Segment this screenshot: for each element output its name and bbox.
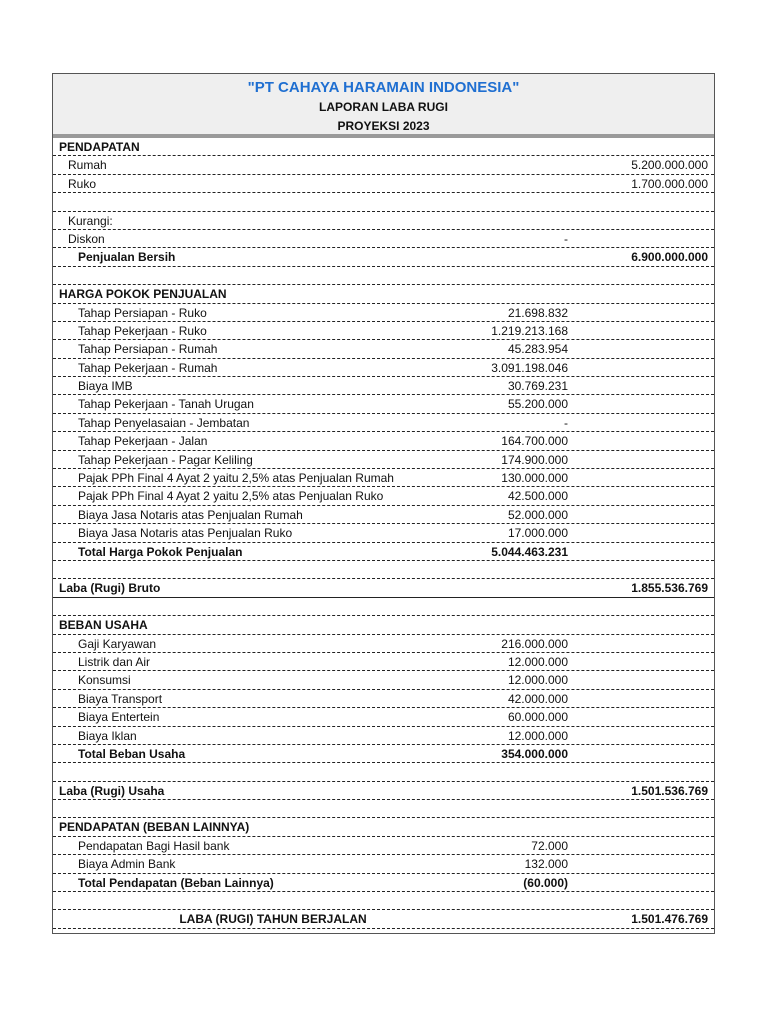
row-label: Pendapatan Bagi Hasil bank [78,838,230,853]
row-label: LABA (RUGI) TAHUN BERJALAN [179,912,367,927]
row-subtotal-value: 174.900.000 [501,452,568,467]
row-label: Listrik dan Air [78,654,151,669]
income-statement-sheet [52,73,715,934]
company-name: "PT CAHAYA HARAMAIN INDONESIA" [247,79,520,96]
row-label: Tahap Persiapan - Ruko [78,305,207,320]
row-label: HARGA POKOK PENJUALAN [59,287,227,302]
row-label: Tahap Pekerjaan - Ruko [78,323,207,338]
row-label: Kurangi: [68,213,113,228]
row-label: Biaya Entertein [78,710,160,725]
row-subtotal-value: (60.000) [523,875,568,890]
statement-row [53,340,714,358]
row-subtotal-value: 1.219.213.168 [491,323,568,338]
statement-row [53,782,714,800]
row-subtotal-value: - [564,415,568,430]
row-total-value: 5.200.000.000 [631,158,708,173]
statement-row [53,304,714,322]
row-label: Laba (Rugi) Bruto [59,581,161,596]
statement-row [53,193,714,211]
row-subtotal-value: 12.000.000 [507,728,568,743]
row-subtotal-value: 45.283.954 [507,342,568,357]
statement-row [53,414,714,432]
report-period: PROYEKSI 2023 [337,119,430,133]
row-subtotal-value: 132.000 [524,857,568,872]
row-label: Biaya Jasa Notaris atas Penjualan Ruko [78,526,293,541]
statement-row [53,800,714,818]
statement-row [53,561,714,579]
row-subtotal-value: 21.698.832 [507,305,568,320]
statement-row [53,653,714,671]
statement-row [53,579,714,597]
row-label: Laba (Rugi) Usaha [59,783,165,798]
row-subtotal-value: 42.000.000 [507,691,568,706]
row-subtotal-value: 5.044.463.231 [491,544,568,559]
row-label: Total Pendapatan (Beban Lainnya) [78,875,274,890]
statement-row [53,671,714,689]
row-total-value: 1.501.476.769 [631,912,708,927]
row-total-value: 6.900.000.000 [631,250,708,265]
statement-row [53,855,714,873]
statement-row [53,727,714,745]
row-subtotal-value: 12.000.000 [507,654,568,669]
statement-row [53,248,714,266]
row-label: Tahap Pekerjaan - Rumah [78,360,218,375]
row-subtotal-value: 17.000.000 [507,526,568,541]
statement-row [53,487,714,505]
statement-row [53,451,714,469]
row-label: Ruko [68,176,97,191]
row-label: PENDAPATAN [59,140,140,154]
statement-row [53,377,714,395]
statement-row [53,708,714,726]
statement-row [53,635,714,653]
row-label: Tahap Pekerjaan - Pagar Keliling [78,452,253,467]
row-subtotal-value: 30.769.231 [507,379,568,394]
statement-row [53,763,714,781]
row-subtotal-value: 216.000.000 [501,636,568,651]
row-subtotal-value: - [564,231,568,246]
statement-row [53,175,714,193]
row-label: Total Beban Usaha [78,746,186,761]
row-subtotal-value: 52.000.000 [507,507,568,522]
statement-row [53,469,714,487]
statement-row [53,892,714,910]
statement-row [53,322,714,340]
statement-row [53,285,714,303]
row-label: Tahap Pekerjaan - Jalan [78,434,208,449]
row-label: Pajak PPh Final 4 Ayat 2 yaitu 2,5% atas Penjualan Ruko [78,489,384,504]
row-label: Gaji Karyawan [78,636,157,651]
row-label: Rumah [68,158,107,173]
row-subtotal-value: 3.091.198.046 [491,360,568,375]
report-header [53,74,714,138]
statement-row [53,359,714,377]
row-label: Biaya Transport [78,691,163,706]
row-subtotal-value: 164.700.000 [501,434,568,449]
row-subtotal-value: 55.200.000 [507,397,568,412]
row-total-value: 1.700.000.000 [631,176,708,191]
row-subtotal-value: 12.000.000 [507,673,568,688]
statement-row [53,543,714,561]
row-label: BEBAN USAHA [59,618,148,633]
row-label: Tahap Penyelasaian - Jembatan [78,415,250,430]
statement-row [53,910,714,928]
statement-row [53,506,714,524]
row-label: Konsumsi [78,673,131,688]
statement-row [53,432,714,450]
statement-row [53,690,714,708]
row-subtotal-value: 354.000.000 [501,746,568,761]
row-total-value: 1.855.536.769 [631,581,708,596]
statement-row [53,267,714,285]
row-subtotal-value: 130.000.000 [501,471,568,486]
statement-row [53,212,714,230]
row-label: Biaya Jasa Notaris atas Penjualan Rumah [78,507,303,522]
statement-row [53,818,714,836]
row-label: Tahap Pekerjaan - Tanah Urugan [78,397,254,412]
row-total-value: 1.501.536.769 [631,783,708,798]
statement-row [53,745,714,763]
row-subtotal-value: 60.000.000 [507,710,568,725]
statement-row [53,138,714,156]
row-subtotal-value: 42.500.000 [507,489,568,504]
statement-row [53,524,714,542]
statement-row [53,616,714,634]
statement-row [53,874,714,892]
row-label: Pajak PPh Final 4 Ayat 2 yaitu 2,5% atas Penjualan Rumah [78,471,394,486]
statement-row [53,156,714,174]
row-label: PENDAPATAN (BEBAN LAINNYA) [59,820,250,835]
row-label: Diskon [68,231,105,246]
statement-row [53,395,714,413]
statement-row [53,837,714,855]
row-subtotal-value: 72.000 [531,838,568,853]
report-title: LAPORAN LABA RUGI [319,100,448,114]
statement-row [53,230,714,248]
row-label: Total Harga Pokok Penjualan [78,544,243,559]
row-label: Biaya Iklan [78,728,137,743]
row-label: Biaya IMB [78,379,133,394]
row-label: Tahap Persiapan - Rumah [78,342,218,357]
row-label: Penjualan Bersih [78,250,176,265]
statement-rows [53,138,714,929]
row-label: Biaya Admin Bank [78,857,176,872]
statement-row [53,598,714,616]
